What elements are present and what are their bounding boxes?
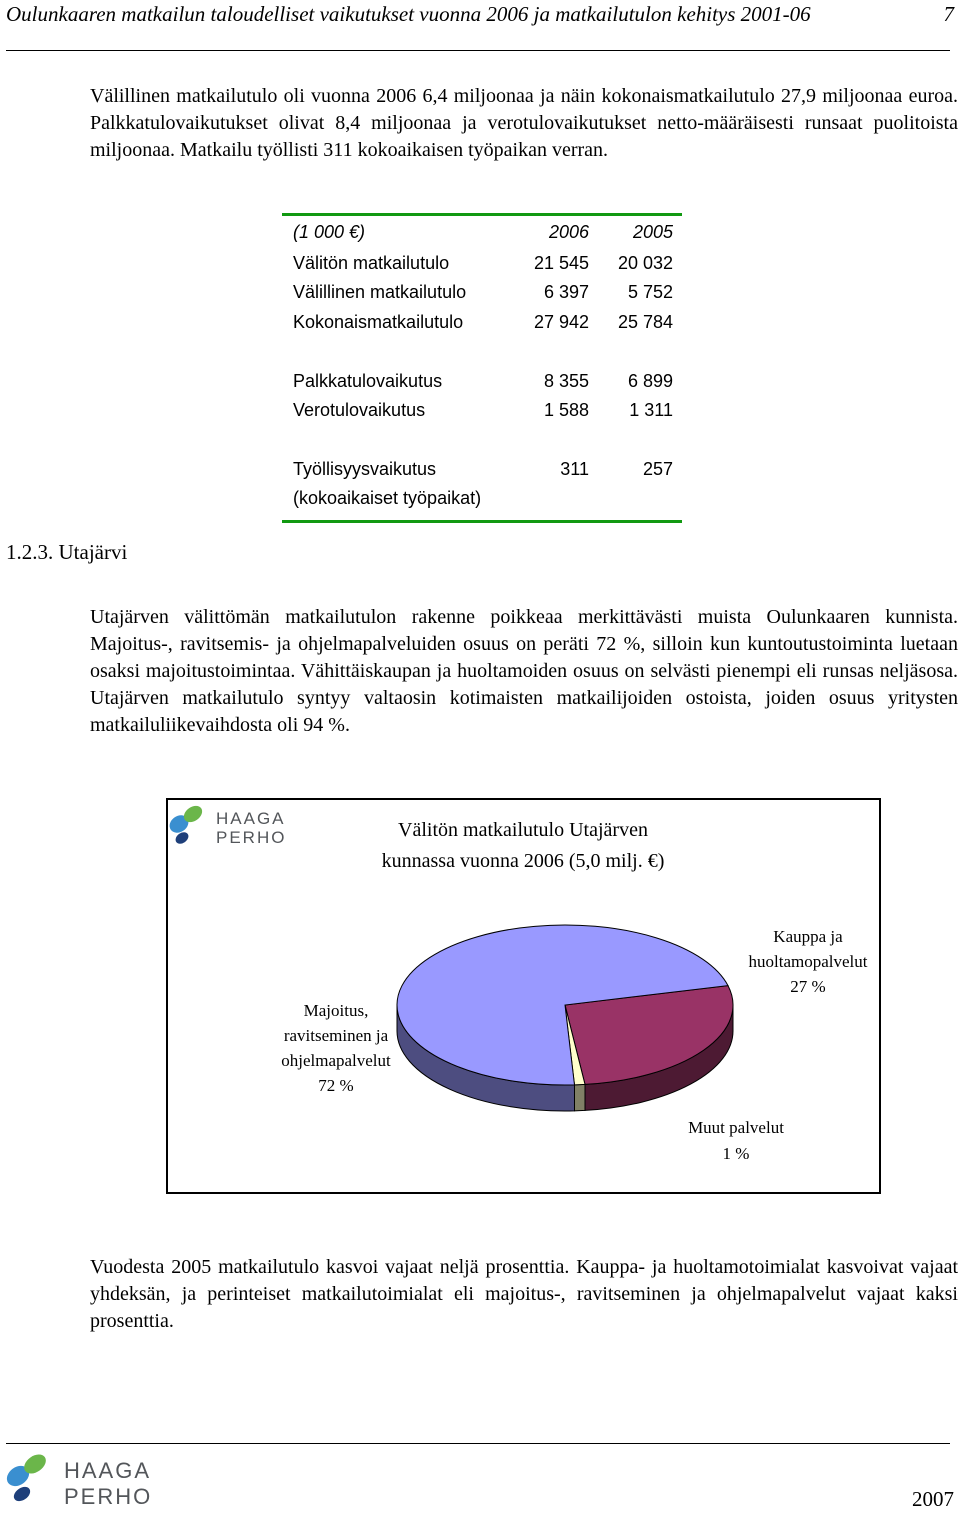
footer-logo-mark-icon bbox=[4, 1451, 49, 1505]
table-header-row bbox=[293, 222, 673, 246]
table-cell-label: Kokonaismatkailutulo bbox=[293, 312, 464, 332]
table-cell-label: Palkkatulovaikutus bbox=[293, 371, 443, 391]
logo-mark-icon bbox=[168, 803, 205, 847]
table-cell-label: Välitön matkailutulo bbox=[293, 253, 450, 273]
table-cell-label: Välillinen matkailutulo bbox=[293, 282, 467, 302]
table-cell-2005: 25 784 bbox=[617, 312, 673, 332]
table-cell-2006: 27 942 bbox=[533, 312, 589, 332]
table-cell-2006: 21 545 bbox=[533, 253, 589, 273]
table-header-2005: 2005 bbox=[632, 222, 673, 242]
chart-title-line-2: kunnassa vuonna 2006 (5,0 milj. €) bbox=[381, 850, 665, 872]
pie-chart-frame bbox=[166, 798, 881, 1194]
pie-label-muut-palvelut: Muut palvelut 1 % bbox=[688, 1118, 784, 1163]
table-cell-2006: 1 588 bbox=[543, 400, 589, 420]
table-row bbox=[293, 253, 673, 277]
table-cell-2006: 8 355 bbox=[543, 371, 589, 391]
table-row bbox=[293, 371, 673, 395]
running-header-title: Oulunkaaren matkailun taloudelliset vaikutukset vuonna 2006 ja matkailutulon kehitys 2001-06 bbox=[6, 2, 811, 26]
footer-haaga-perho-logo bbox=[4, 1448, 174, 1512]
section-heading: 1.2.3. Utajärvi bbox=[6, 540, 128, 564]
table-cell-2006: 311 bbox=[560, 459, 589, 479]
table-row bbox=[293, 459, 673, 483]
table-cell-label: Työllisyysvaikutus bbox=[293, 459, 437, 479]
growth-paragraph: Vuodesta 2005 matkailutulo kasvoi vajaat neljä prosenttia. Kauppa- ja huoltamotoimialat kasvoivat vajaat yhdeksän, ja perinteiset matkailutoimialat eli majoitus-, ravitseminen ja ohjelmapalvelut vajaat kaksi prosenttia. bbox=[90, 1256, 958, 1332]
header-rule bbox=[6, 50, 950, 51]
pie-label-majoitus-ravitseminen-ja-ohjelmapalvelut: Majoitus, ravitseminen ja ohjelmapalvelut 72 % bbox=[281, 1001, 391, 1095]
table-cell-2005: 257 bbox=[642, 459, 673, 479]
utajarvi-paragraph: Utajärven välittömän matkailutulon rakenne poikkeaa merkittävästi muista Oulunkaaren kunnista. Majoitus-, ravitsemis- ja ohjelmapalveluiden osuus on peräti 72 %, silloin kun kuntoutustoiminta luetaan osaksi majoitustoimintaa. Vähittäiskaupan ja huoltamoiden osuus on selvästi pienempi eli runsas neljäsosa. Utajärven matkailutulo syntyy valtaosin kotimaisten matkailijoiden ostoista, joiden osuus yritysten matkailuliikevaihdosta oli 94 %. bbox=[90, 606, 958, 736]
table-cell-2005: 6 899 bbox=[627, 371, 673, 391]
table-row bbox=[293, 282, 673, 306]
intro-paragraph: Välillinen matkailutulo oli vuonna 2006 6,4 miljoonaa ja näin kokonaismatkailutulo 27,9 miljoonaa euroa. Palkkatulovaikutukset olivat 8,4 miljoonaa ja verotulovaikutukset netto-määräisesti runsaat puolitoista miljoonaa. Matkailu työllisti 311 kokoaikaisen työpaikan verran. bbox=[90, 85, 958, 161]
pie-chart bbox=[168, 800, 879, 1192]
table-cell-label: Verotulovaikutus bbox=[293, 400, 426, 420]
footer-year: 2007 bbox=[912, 1487, 954, 1511]
table-cell-2005: 5 752 bbox=[627, 282, 673, 302]
table-cell-2005: 1 311 bbox=[629, 400, 673, 420]
chart-title-line-1: Välitön matkailutulo Utajärven bbox=[398, 819, 648, 841]
footer-logo-line-2: PERHO bbox=[64, 1484, 153, 1509]
table-row bbox=[293, 312, 673, 336]
tourism-income-table bbox=[282, 213, 682, 523]
pie-label-kauppa-ja-huoltamopalvelut: Kauppa ja huoltamopalvelut 27 % bbox=[748, 927, 868, 996]
table-cell-2005: 20 032 bbox=[617, 253, 673, 273]
footer-logo-line-1: HAAGA bbox=[64, 1458, 152, 1483]
pie-side-muut-palvelut bbox=[574, 1084, 585, 1110]
table-row bbox=[293, 400, 673, 424]
table-header-2006: 2006 bbox=[548, 222, 589, 242]
page-number: 7 bbox=[943, 2, 954, 26]
table-header-unit: (1 000 €) bbox=[293, 222, 366, 242]
logo-line-1: HAAGA bbox=[216, 809, 286, 828]
table-note: (kokoaikaiset työpaikat) bbox=[293, 488, 482, 508]
table-cell-2006: 6 397 bbox=[543, 282, 589, 302]
logo-line-2: PERHO bbox=[216, 828, 287, 847]
footer-rule bbox=[6, 1443, 950, 1444]
haaga-perho-logo bbox=[168, 803, 286, 847]
